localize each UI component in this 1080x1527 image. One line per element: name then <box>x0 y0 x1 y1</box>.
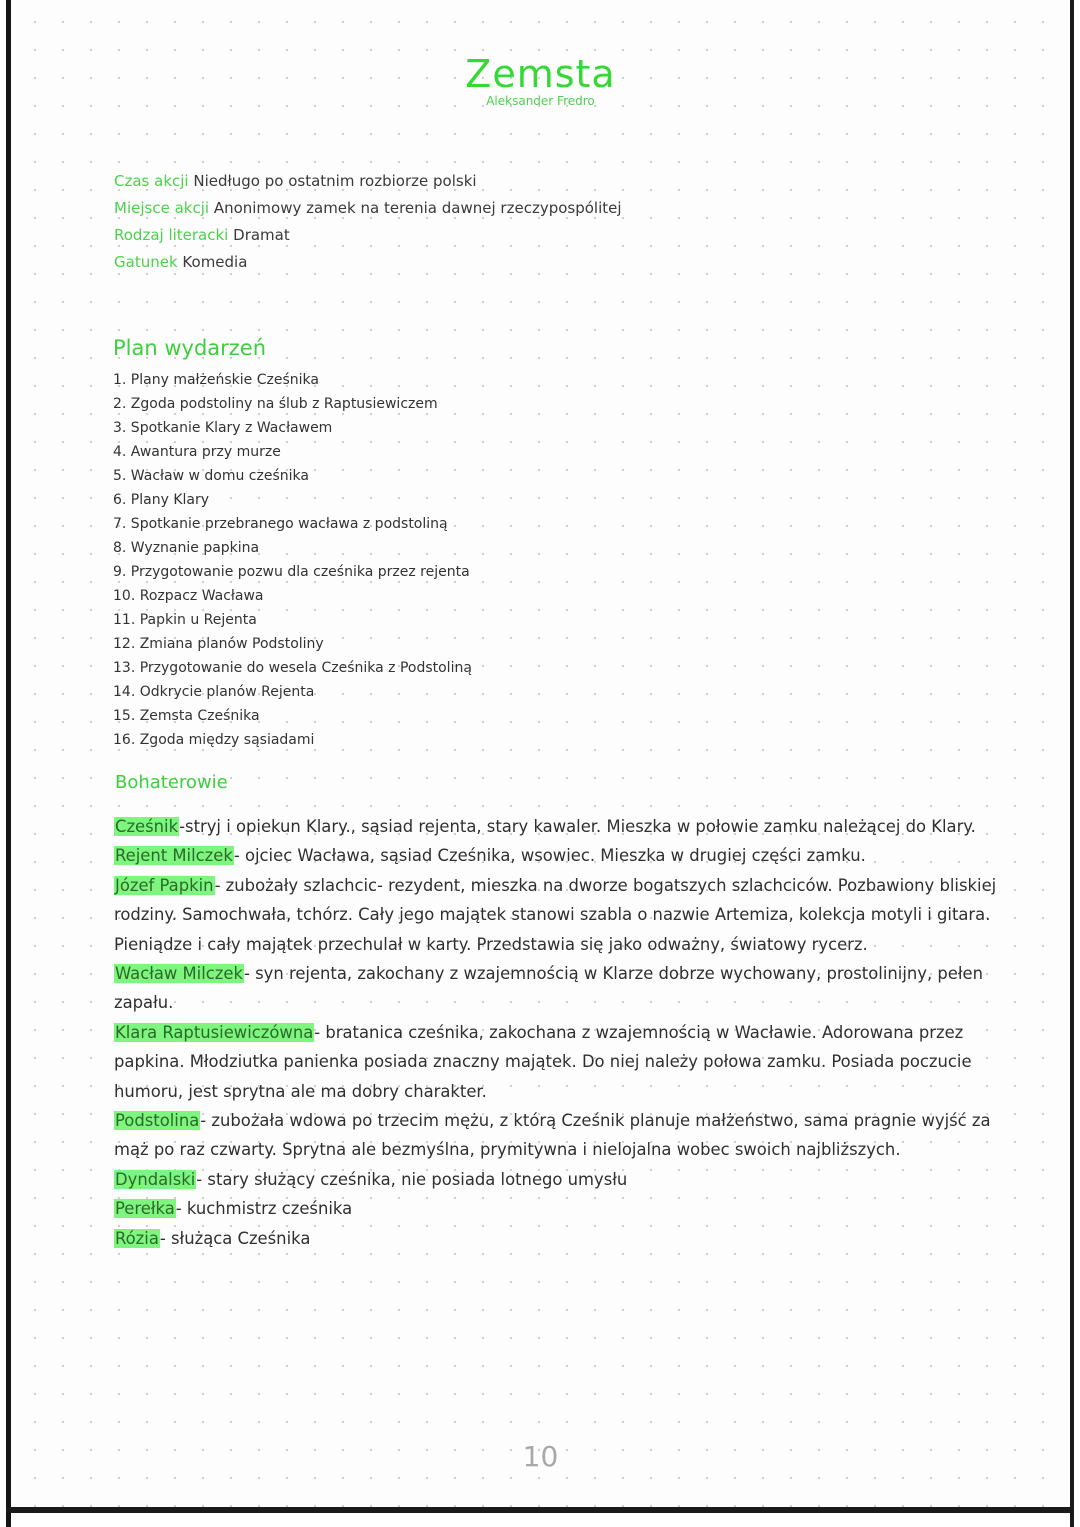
list-item: 14. Odkrycie planów Rejenta <box>113 684 315 700</box>
hero-description: - stary służący cześnika, nie posiada lotnego umysłu <box>196 1169 628 1189</box>
hero-description: - kuchmistrz cześnika <box>175 1199 353 1219</box>
page-number: 10 <box>522 1440 559 1473</box>
list-item: 9. Przygotowanie pozwu dla cześnika przez rejenta <box>113 564 470 580</box>
hero-entry <box>114 1194 1014 1223</box>
hero-description: - zubożała wdowa po trzecim mężu, z którą Cześnik planuje małżeństwo, sama pragnie wyjść za mąż po raz czwarty. Sprytna ale bezmyślna, prymitywna i nielojalna wobec swoich najbliższych. <box>114 1111 991 1160</box>
info-row-kind <box>114 222 622 249</box>
author-subtitle: Aleksander Fredro <box>486 94 595 108</box>
list-item: 6. Plany Klary <box>113 492 210 508</box>
hero-description: - zubożały szlachcic- rezydent, mieszka na dworze bogatszych szlachciców. Pozbawiony bliskiej rodziny. Samochwała, tchórz. Cały jego majątek stanowi szabla o nazwie Artemiza, kolekcja motyli i gitara. Pieniądze i cały majątek przechulał w karty. Przedstawia się jako odważny, światowy rycerz. <box>114 875 997 954</box>
info-value: Dramat <box>233 226 290 244</box>
list-item: 3. Spotkanie Klary z Wacławem <box>113 420 333 436</box>
list-item: 2. Zgoda podstoliny na ślub z Raptusiewiczem <box>113 396 438 412</box>
hero-entry <box>114 1165 1014 1194</box>
heroes-list <box>114 812 1014 1253</box>
hero-description: - ojciec Wacława, sąsiad Cześnika, wsowiec. Mieszka w drugiej części zamku. <box>233 846 866 866</box>
hero-name: Podstolina <box>115 1111 200 1131</box>
hero-entry <box>114 959 1014 1018</box>
info-label: Miejsce akcji <box>114 199 210 217</box>
hero-entry <box>114 1106 1014 1165</box>
info-label: Czas akcji <box>114 172 189 190</box>
dotted-notebook-page <box>11 0 1070 1507</box>
plan-heading: Plan wydarzeń <box>113 336 267 360</box>
info-row-time <box>114 168 622 195</box>
hero-name: Perełka <box>115 1199 175 1219</box>
list-item: 7. Spotkanie przebranego wacława z podstoliną <box>113 516 448 532</box>
info-label: Gatunek <box>114 253 178 271</box>
list-item: 12. Zmiana planów Podstoliny <box>113 636 324 652</box>
info-row-genre <box>114 249 622 276</box>
info-label: Rodzaj literacki <box>114 226 229 244</box>
page-title: Zemsta <box>465 52 616 96</box>
hero-name: Józef Papkin <box>115 875 214 895</box>
list-item: 13. Przygotowanie do wesela Cześnika z Podstoliną <box>113 660 472 676</box>
info-value: Niedługo po ostatnim rozbiorze polski <box>193 172 477 190</box>
hero-name: Dyndalski <box>115 1169 196 1189</box>
heroes-heading: Bohaterowie <box>115 772 228 793</box>
info-value: Anonimowy zamek na terenia dawnej rzeczypospólitej <box>213 199 622 217</box>
hero-entry <box>114 871 1014 959</box>
info-value: Komedia <box>182 253 248 271</box>
work-info <box>114 168 622 276</box>
hero-name: Cześnik <box>115 817 179 836</box>
info-row-place <box>114 195 622 222</box>
plan-list <box>113 368 472 752</box>
list-item: 1. Plany małżeńskie Cześnika <box>113 372 319 388</box>
scan-border-bottom <box>6 1507 1074 1513</box>
hero-entry <box>114 812 1014 841</box>
hero-entry <box>114 1018 1014 1106</box>
hero-name: Rózia <box>115 1228 159 1248</box>
list-item: 5. Wacław w domu cześnika <box>113 468 309 484</box>
list-item: 11. Papkin u Rejenta <box>113 612 257 628</box>
hero-description: - bratanica cześnika, zakochana z wzajemnością w Wacławie. Adorowana przez papkina. Młodziutka panienka posiada znaczny majątek. Do niej należy połowa zamku. Posiada poczucie humoru, jest sprytna ale ma dobry charakter. <box>114 1022 972 1101</box>
list-item: 4. Awantura przy murze <box>113 444 281 460</box>
hero-description: - służąca Cześnika <box>159 1228 311 1248</box>
list-item: 16. Zgoda między sąsiadami <box>113 732 315 748</box>
hero-entry <box>114 1224 1014 1253</box>
hero-description: - syn rejenta, zakochany z wzajemnością w Klarze dobrze wychowany, prostolinijny, pełen zapału. <box>114 964 983 1013</box>
scan-border-right <box>1070 0 1074 1527</box>
hero-description: -stryj i opiekun Klary., sąsiad rejenta, stary kawaler. Mieszka w połowie zamku należącej do Klary. <box>179 817 976 836</box>
list-item: 10. Rozpacz Wacława <box>113 588 264 604</box>
list-item: 15. Zemsta Cześnika <box>113 708 260 724</box>
hero-name: Rejent Milczek <box>115 846 233 866</box>
hero-name: Wacław Milczek <box>115 964 243 984</box>
list-item: 8. Wyznanie papkina <box>113 540 260 556</box>
hero-entry <box>114 841 1014 870</box>
hero-name: Klara Raptusiewiczówna <box>115 1022 314 1042</box>
